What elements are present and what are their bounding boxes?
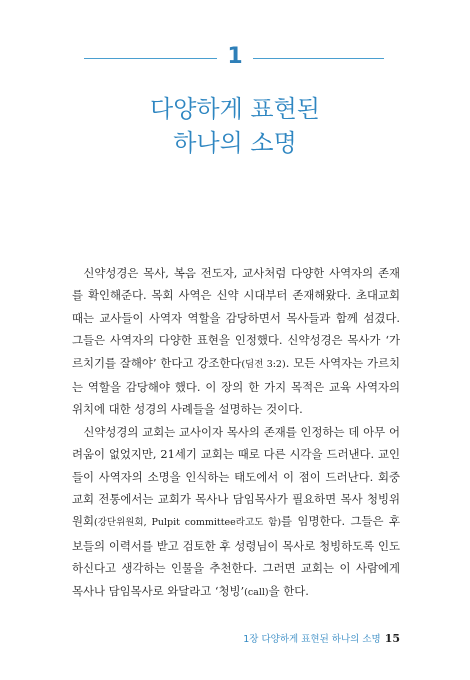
paragraph-2-text-b: 를 임명한다. 그들은 후보들의 이력서를 받고 검토한 후 성령님이 목사로 청빙하도록 인도하신다고 생각하는 인물을 추천한다. 그러면 교회는 이 사람에게 목사나 담임목사로 와달라고 ‘청빙’ <box>72 514 401 598</box>
page-number: 15 <box>384 632 400 645</box>
page-footer <box>243 631 400 645</box>
chapter-number-wrap <box>0 44 470 70</box>
paragraph-1-citation: (딤전 3:2) <box>241 358 286 370</box>
chapter-divider-rule <box>84 58 384 59</box>
chapter-title-line-2: 하나의 소명 <box>173 129 297 157</box>
body-text <box>72 262 400 604</box>
paragraph-2 <box>72 421 400 604</box>
paragraph-2-note-call: (call) <box>244 586 269 598</box>
running-head: 1장 다양하게 표현된 하나의 소명 <box>243 634 381 645</box>
paragraph-2-note: (강단위원회, Pulpit committee라고도 함) <box>94 517 282 529</box>
chapter-title <box>0 92 470 160</box>
chapter-number: 1 <box>217 44 252 70</box>
paragraph-2-text-c: 을 한다. <box>268 583 309 598</box>
paragraph-1-text-b: . 모든 사역자는 가르치는 역할을 감당해야 했다. 이 장의 한 가지 목적은 교육 사역자의 위치에 대한 성경의 사례들을 설명하는 것이다. <box>72 355 401 417</box>
paragraph-1-text-a: 신약성경은 목사, 복음 전도자, 교사처럼 다양한 사역자의 존재를 확인해준다. 목회 사역은 신약 시대부터 존재해왔다. 초대교회 때는 교사들이 사역자 역할을 감당하면서 목사들과 함께 섬겼다. 그들은 사역자의 다양한 표현을 인정했다. 신약성경은 목사가 ‘가르치기를 잘해야’ 한다고 강조한다 <box>72 266 401 370</box>
paragraph-2-text-a: 신약성경의 교회는 교사이자 목사의 존재를 인정하는 데 아무 어려움이 없었지만, 21세기 교회는 때로 다른 시각을 드러낸다. 교인들이 사역자의 소명을 인식하는 태도에서 이 점이 드러난다. 회중 교회 전통에서는 교회가 목사나 담임목사가 필요하면 목사 청빙위원회 <box>72 424 400 529</box>
paragraph-1 <box>72 262 400 421</box>
chapter-title-line-1: 다양하게 표현된 <box>150 95 320 123</box>
